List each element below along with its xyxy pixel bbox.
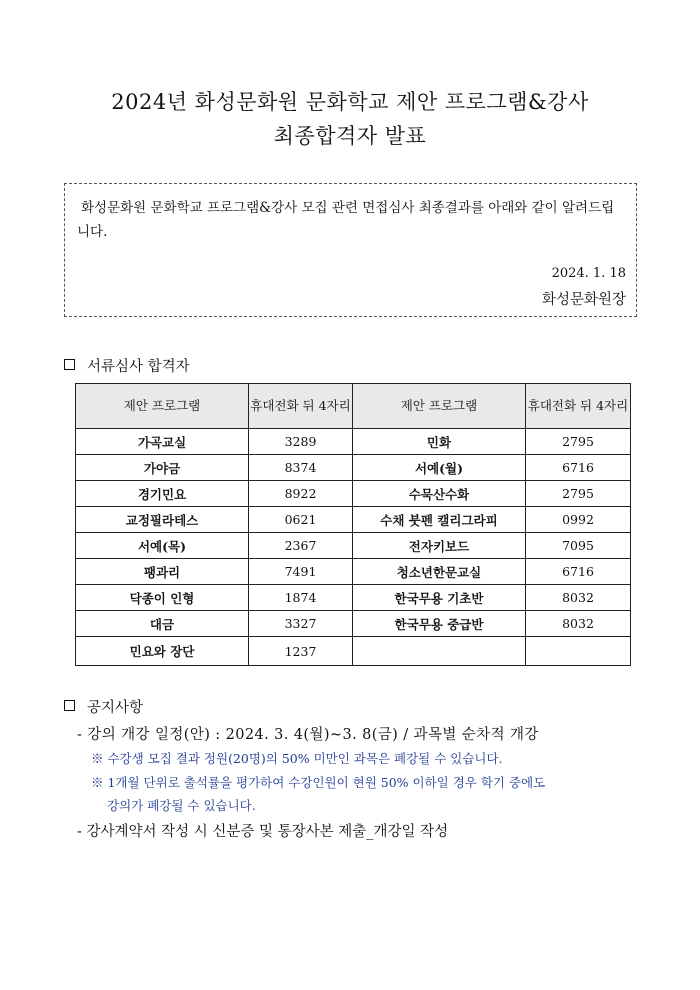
checkbox-square-icon xyxy=(64,700,75,711)
results-table xyxy=(75,383,631,666)
intro-text: 화성문화원 문화학교 프로그램&강사 모집 관련 면접심사 최종결과를 아래와 같이 알려드립니다. xyxy=(77,200,615,240)
program-cell xyxy=(353,637,526,666)
phone-cell: 1874 xyxy=(249,585,353,611)
header-phone-1: 휴대전화 뒤 4자리 xyxy=(249,384,353,429)
phone-cell: 2367 xyxy=(249,533,353,559)
program-cell: 닥종이 인형 xyxy=(76,585,249,611)
header-program-2: 제안 프로그램 xyxy=(353,384,526,429)
notice-contract: - 강사계약서 작성 시 신분증 및 통장사본 제출_개강일 작성 xyxy=(77,824,449,840)
table-header-row xyxy=(76,384,631,429)
program-cell: 가야금 xyxy=(76,455,249,481)
issuer: 화성문화원장 xyxy=(541,292,626,308)
phone-cell: 0621 xyxy=(249,507,353,533)
program-cell: 수채 붓펜 캘리그라피 xyxy=(353,507,526,533)
section-heading-document-pass: 서류심사 합격자 xyxy=(64,355,190,376)
phone-cell: 7095 xyxy=(526,533,631,559)
table-row xyxy=(76,481,631,507)
section-heading-notice: 공지사항 xyxy=(64,696,143,717)
page-title: 2024년 화성문화원 문화학교 제안 프로그램&강사 xyxy=(111,90,589,114)
program-cell: 서예(월) xyxy=(353,455,526,481)
header-program-1: 제안 프로그램 xyxy=(76,384,249,429)
program-cell: 수묵산수화 xyxy=(353,481,526,507)
table-row xyxy=(76,611,631,637)
notice-note-min-enrollment: ※ 수강생 모집 결과 정원(20명)의 50% 미만인 과목은 폐강될 수 있습니다. xyxy=(91,751,503,766)
table-row xyxy=(76,533,631,559)
phone-cell: 8032 xyxy=(526,585,631,611)
phone-cell: 0992 xyxy=(526,507,631,533)
table-row xyxy=(76,507,631,533)
table-row xyxy=(76,559,631,585)
program-cell: 교정필라테스 xyxy=(76,507,249,533)
program-cell: 팽과리 xyxy=(76,559,249,585)
table-row xyxy=(76,455,631,481)
notice-note-attendance: ※ 1개월 단위로 출석률을 평가하여 수강인원이 현원 50% 이하일 경우 학기 중에도 xyxy=(91,775,546,790)
program-cell: 가곡교실 xyxy=(76,429,249,455)
phone-cell: 6716 xyxy=(526,455,631,481)
phone-cell: 6716 xyxy=(526,559,631,585)
phone-cell: 8032 xyxy=(526,611,631,637)
checkbox-square-icon xyxy=(64,359,75,370)
program-cell: 한국무용 기초반 xyxy=(353,585,526,611)
program-cell: 민요와 장단 xyxy=(76,637,249,666)
program-cell: 민화 xyxy=(353,429,526,455)
intro-box xyxy=(64,183,637,317)
program-cell: 청소년한문교실 xyxy=(353,559,526,585)
phone-cell: 2795 xyxy=(526,429,631,455)
phone-cell: 7491 xyxy=(249,559,353,585)
table-row xyxy=(76,585,631,611)
notice-schedule: - 강의 개강 일정(안) : 2024. 3. 4(월)~3. 8(금) / 과목별 순차적 개강 xyxy=(77,727,539,743)
program-cell: 경기민요 xyxy=(76,481,249,507)
phone-cell: 3327 xyxy=(249,611,353,637)
phone-cell: 1237 xyxy=(249,637,353,666)
program-cell: 한국무용 중급반 xyxy=(353,611,526,637)
phone-cell: 8374 xyxy=(249,455,353,481)
phone-cell xyxy=(526,637,631,666)
phone-cell: 2795 xyxy=(526,481,631,507)
phone-cell: 3289 xyxy=(249,429,353,455)
announcement-date: 2024. 1. 18 xyxy=(551,266,626,281)
header-phone-2: 휴대전화 뒤 4자리 xyxy=(526,384,631,429)
program-cell: 전자키보드 xyxy=(353,533,526,559)
phone-cell: 8922 xyxy=(249,481,353,507)
table-row xyxy=(76,429,631,455)
page-subtitle: 최종합격자 발표 xyxy=(273,124,427,148)
table-row xyxy=(76,637,631,666)
notice-note-attendance-cont: 강의가 폐강될 수 있습니다. xyxy=(107,798,256,813)
program-cell: 서예(목) xyxy=(76,533,249,559)
program-cell: 대금 xyxy=(76,611,249,637)
